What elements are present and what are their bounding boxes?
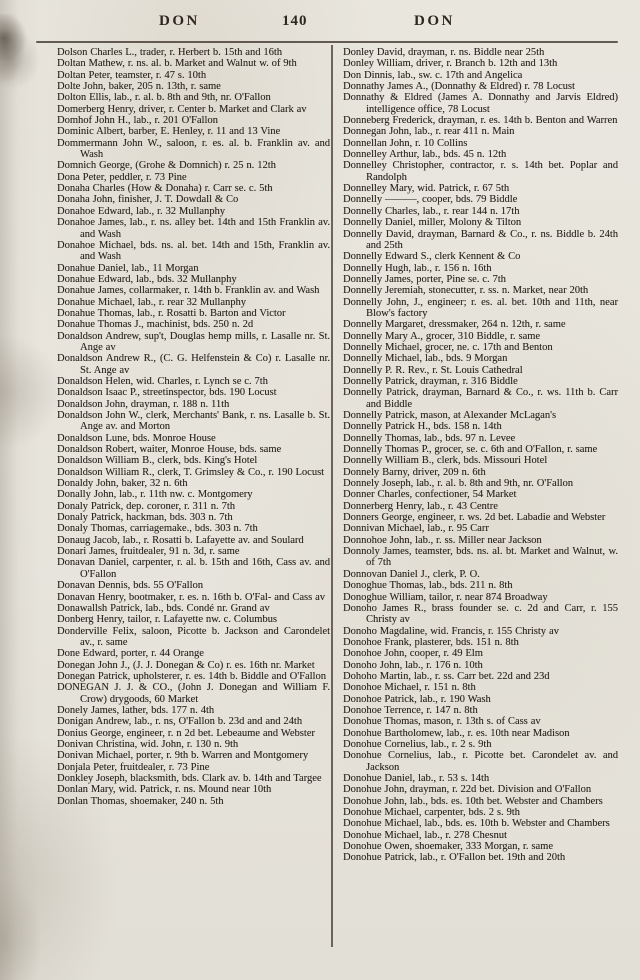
directory-entry: Donohue Michael, carpenter, bds. 2 s. 9th — [343, 807, 520, 819]
directory-entry: Donberg Henry, tailor, r. Lafayette nw. c. Columbus — [57, 614, 277, 626]
directory-entry: Dohoho Martin, lab., r. ss. Carr bet. 22d and 23d — [343, 670, 550, 682]
directory-entry: Donaly Thomas, carriagemake., bds. 303 n. 7th — [57, 523, 258, 535]
directory-entry: Donner Charles, confectioner, 54 Market — [343, 489, 517, 501]
directory-entry: Donnovan Daniel J., clerk, P. O. — [343, 568, 480, 580]
directory-entry: Donnely Barny, driver, 209 n. 6th — [343, 466, 486, 478]
directory-entry: Donnelly Patrick, drayman, r. 316 Biddle — [343, 375, 518, 387]
directory-entry: Donius George, engineer, r. n 2d bet. Lebeaume and Webster — [57, 727, 315, 739]
directory-entry: Donaldson William B., clerk, bds. King's Hotel — [57, 455, 258, 467]
directory-entry: Donlan Thomas, shoemaker, 240 n. 5th — [57, 795, 224, 807]
directory-entry: Donnely Joseph, lab., r. al. b. 8th and 9th, nr. O'Fallon — [343, 478, 574, 490]
directory-entry: Donnelly Patrick H., bds. 158 n. 14th — [343, 421, 502, 433]
directory-entry: Donley William, driver, r. Branch b. 12th and 13th — [343, 58, 558, 70]
directory-entry: Donnelly Michael, grocer, ne. c. 17th and Benton — [343, 341, 553, 353]
directory-entry: Donaug Jacob, lab., r. Rosatti b. Lafayette av. and Soulard — [57, 534, 304, 546]
left-column — [57, 47, 330, 807]
directory-entry: Donohoe Terrence, r. 147 n. 8th — [343, 704, 478, 716]
directory-entry: Donnelly ———, cooper, bds. 79 Biddle — [343, 194, 518, 206]
directory-entry: Donavan Daniel, carpenter, r. al. b. 15th and 16th, Cass av. and O'Fallon — [57, 557, 330, 580]
directory-entry: Donahoe Edward, lab., r. 32 Mullanphy — [57, 205, 226, 217]
directory-entry: Dommermann John W., saloon, r. es. al. b. Franklin av. and Wash — [57, 137, 330, 161]
directory-entry: Donnegan John, lab., r. rear 411 n. Main — [343, 126, 515, 138]
directory-entry: Donely James, lather, bds. 177 n. 4th — [57, 704, 215, 716]
directory-entry: Donnelly William B., clerk, bds. Missouri Hotel — [343, 455, 548, 467]
directory-entry: Donnelly Thomas P., grocer, se. c. 6th and O'Fallon, r. same — [343, 444, 598, 456]
directory-entry: Donnelley Christopher, contractor, r. s. 14th bet. Poplar and Randolph — [343, 160, 618, 183]
directory-entry: Donohue Bartholomew, lab., r. es. 10th near Madison — [343, 727, 570, 739]
directory-entry: Donari James, fruitdealer, 91 n. 3d, r. same — [57, 546, 240, 558]
directory-entry: Donneberg Frederick, drayman, r. es. 14th b. Benton and Warren — [343, 115, 618, 127]
directory-entry: Donegan John J., (J. J. Donegan & Co) r. es. 16th nr. Market — [57, 659, 315, 671]
directory-entry: Donnelly Edward S., clerk Kennent & Co — [343, 251, 521, 263]
directory-entry: Donnelly Jeremiah, stonecutter, r. ss. n. Market, near 20th — [343, 285, 589, 297]
directory-entry: Donnivan Michael, lab., r. 95 Carr — [343, 523, 489, 535]
directory-entry: Dolte John, baker, 205 n. 13th, r. same — [57, 81, 221, 93]
directory-entry: Donnelley Mary, wid. Patrick, r. 67 5th — [343, 183, 510, 195]
directory-entry: Donivan Christina, wid. John, r. 130 n. 9th — [57, 738, 239, 750]
directory-entry: Dominic Albert, barber, E. Henley, r. 11 and 13 Vine — [57, 126, 281, 138]
directory-entry: Donavan Dennis, bds. 55 O'Fallon — [57, 580, 203, 592]
directory-entry: Donners George, engineer, r. ws. 2d bet. Labadie and Webster — [343, 512, 606, 524]
directory-entry: Donohue Michael, lab., r. 278 Chesnut — [343, 829, 507, 841]
directory-entry: Donnathy & Eldred (James A. Donnathy and Jarvis Eldred) intelligence office, 78 Locust — [343, 92, 618, 115]
header-rule — [36, 41, 618, 43]
directory-entry: Domhof John H., lab., r. 201 O'Fallon — [57, 115, 218, 127]
directory-entry: Don Dinnis, lab., sw. c. 17th and Angelica — [343, 69, 523, 81]
directory-entry: Donnelly Michael, lab., bds. 9 Morgan — [343, 353, 508, 365]
directory-entry: Donahue Edward, lab., bds. 32 Mullanphy — [57, 273, 237, 285]
directory-entry: Dolton Ellis, lab., r. al. b. 8th and 9th, nr. O'Fallon — [57, 92, 271, 104]
page-number: 140 — [282, 13, 308, 29]
directory-entry: Donohue John, lab., bds. es. 10th bet. Webster and Chambers — [343, 795, 603, 807]
directory-entry: Donavan Henry, bootmaker, r. es. n. 16th b. O'Fal- and Cass av — [57, 591, 325, 603]
directory-entry: Donlan Mary, wid. Patrick, r. ns. Mound near 10th — [57, 784, 272, 796]
directory-entry: Donaly Patrick, hackman, bds. 303 n. 7th — [57, 512, 233, 524]
directory-entry: Dolson Charles L., trader, r. Herbert b. 15th and 16th — [57, 47, 283, 58]
directory-entry: Donnoly James, teamster, bds. ns. al. bt. Market and Walnut, w. of 7th — [343, 546, 618, 569]
directory-entry: Donley David, drayman, r. ns. Biddle near 25th — [343, 47, 545, 58]
directory-entry: Doltan Mathew, r. ns. al. b. Market and Walnut w. of 9th — [57, 58, 297, 70]
directory-entry: DONEGAN J. J. & CO., (John J. Donegan and William F. Crow) drygoods, 60 Market — [57, 682, 330, 705]
directory-entry: Donnelly Charles, lab., r. rear 144 n. 17th — [343, 205, 520, 217]
directory-entry: Donnelly James, porter, Pine se. c. 7th — [343, 273, 506, 285]
directory-entry: Dona Peter, peddler, r. 73 Pine — [57, 171, 187, 183]
directory-entry: Donahue Thomas J., machinist, bds. 250 n. 2d — [57, 319, 254, 331]
directory-entry: Donoghue Thomas, lab., bds. 211 n. 8th — [343, 580, 513, 592]
directory-entry: Donnerberg Henry, lab., r. 43 Centre — [343, 500, 498, 512]
directory-entry: Donkley Joseph, blacksmith, bds. Clark av. b. 14th and Targee — [57, 773, 322, 784]
directory-entry: Donigan Andrew, lab., r. ns, O'Fallon b. 23d and and 24th — [57, 716, 303, 728]
directory-entry: Donnathy James A., (Donnathy & Eldred) r. 78 Locust — [343, 81, 575, 93]
directory-entry: Donaly Patrick, dep. coroner, r. 311 n. 7th — [57, 500, 236, 512]
directory-entry: Donnelly Patrick, mason, at Alexander McLagan's — [343, 410, 557, 421]
directory-entry: Donnelly Patrick, drayman, Barnard & Co., r. ws. 11th b. Carr and Biddle — [343, 387, 618, 410]
directory-entry: Donoho John, lab., r. 176 n. 10th — [343, 659, 483, 671]
directory-entry: Donohue Michael, lab., bds. es. 10th b. Webster and Chambers — [343, 818, 610, 830]
directory-entry: Donahue Thomas, lab., r. Rosatti b. Barton and Victor — [57, 307, 286, 319]
directory-entry: Donnelly P. R. Rev., r. St. Louis Cathedral — [343, 364, 523, 376]
directory-entry: Donnohoe John, lab., r. ss. Miller near Jackson — [343, 534, 542, 546]
directory-entry: Donohue Cornelius, lab., r. Picotte bet. Carondelet av. and Jackson — [343, 750, 618, 773]
directory-entry: Donivan Michael, porter, r. 9th b. Warren and Montgomery — [57, 750, 309, 762]
directory-entry: Donaldy John, baker, 32 n. 6th — [57, 478, 188, 490]
directory-entry: Donohue John, drayman, r. 22d bet. Division and O'Fallon — [343, 784, 592, 796]
directory-entry: Donnelly Margaret, dressmaker, 264 n. 12th, r. same — [343, 319, 566, 331]
directory-entry: Donahue Daniel, lab., 11 Morgan — [57, 262, 199, 274]
directory-entry: Donnelly Mary A., grocer, 310 Biddle, r. same — [343, 330, 541, 342]
directory-entry: Donaldson Isaac P., streetinspector, bds. 190 Locust — [57, 387, 277, 399]
directory-entry: Donjala Peter, fruitdealer, r. 73 Pine — [57, 761, 210, 773]
directory-entry: Donnellan John, r. 10 Collins — [343, 137, 468, 149]
page-header — [0, 0, 640, 41]
directory-entry: Donoghue William, tailor, r. near 874 Broadway — [343, 591, 548, 603]
directory-entry: Donawallsh Patrick, lab., bds. Condé nr. Grand av — [57, 602, 270, 614]
directory-entry: Donohue Daniel, lab., r. 53 s. 14th — [343, 773, 490, 784]
directory-entry: Donohoe Frank, plasterer, bds. 151 n. 8th — [343, 636, 519, 648]
directory-entry: Donahue Michael, lab., r. rear 32 Mullanphy — [57, 296, 246, 308]
directory-entry: Doltan Peter, teamster, r. 47 s. 10th — [57, 69, 207, 81]
directory-entry: Donnelly Hugh, lab., r. 156 n. 16th — [343, 262, 492, 274]
directory-entry: Donohue Cornelius, lab., r. 2 s. 9th — [343, 738, 492, 750]
directory-entry: Donally John, lab., r. 11th nw. c. Montgomery — [57, 489, 253, 501]
directory-entry: Donnelly Thomas, lab., bds. 97 n. Levee — [343, 432, 516, 444]
directory-entry: Donegan Patrick, upholsterer, r. es. 14th b. Biddle and O'Fallon — [57, 670, 326, 682]
directory-entry: Donoho James R., brass founder se. c. 2d and Carr, r. 155 Christy av — [343, 602, 618, 626]
directory-entry: Donohoe Patrick, lab., r. 190 Wash — [343, 693, 491, 705]
scan-stain — [0, 880, 40, 980]
directory-entry: Donaldson Helen, wid. Charles, r. Lynch se c. 7th — [57, 375, 268, 387]
directory-entry: Donaha John, finisher, J. T. Dowdall & Co — [57, 194, 239, 206]
directory-entry: Donaldson John, drayman, r. 188 n. 11th — [57, 398, 230, 410]
directory-entry: Domerberg Henry, driver, r. Center b. Market and Clark av — [57, 103, 307, 115]
directory-entry: Donnelly David, drayman, Barnard & Co., r. ns. Biddle b. 24th and 25th — [343, 228, 618, 251]
directory-entry: Donohue Thomas, mason, r. 13th s. of Cass av — [343, 716, 541, 728]
directory-entry: Donohue Patrick, lab., r. O'Fallon bet. 19th and 20th — [343, 852, 566, 864]
directory-entry: Donaldson William R., clerk, T. Grimsley & Co., r. 190 Locust — [57, 466, 325, 478]
directory-entry: Donnelley Arthur, lab., bds. 45 n. 12th — [343, 149, 507, 161]
directory-entry: Donahoe James, lab., r. ns. alley bet. 14th and 15th Franklin av. and Wash — [57, 217, 330, 240]
directory-entry: Donohoe John, cooper, r. 49 Elm — [343, 648, 483, 660]
directory-entry: Donaldson Andrew, sup't, Douglas hemp mills, r. Lasalle nr. St. Ange av — [57, 330, 330, 353]
directory-entry: Donohoe Michael, r. 151 n. 8th — [343, 682, 476, 694]
directory-entry: Done Edward, porter, r. 44 Orange — [57, 648, 204, 660]
running-head-right: DON — [414, 13, 455, 29]
column-divider — [331, 45, 333, 947]
running-head-left: DON — [159, 13, 200, 29]
directory-entry: Donoho Magdaline, wid. Francis, r. 155 Christy av — [343, 625, 559, 637]
directory-entry: Donnelly John, J., engineer; r. es. al. bet. 10th and 11th, near Blow's factory — [343, 296, 618, 319]
directory-entry: Donnelly Daniel, miller, Molony & Tilton — [343, 217, 522, 229]
directory-entry: Donderville Felix, saloon, Picotte b. Jackson and Carondelet av., r. same — [57, 625, 330, 648]
directory-entry: Donaldson Robert, waiter, Monroe House, bds. same — [57, 444, 282, 456]
directory-entry: Domnich George, (Grohe & Domnich) r. 25 n. 12th — [57, 160, 276, 172]
directory-entry: Donaldson John W., clerk, Merchants' Bank, r. ns. Lasalle b. St. Ange av. and Morton — [57, 410, 330, 433]
directory-entry: Donahue James, collarmaker, r. 14th b. Franklin av. and Wash — [57, 285, 320, 297]
directory-entry: Donaldson Andrew R., (C. G. Helfenstein & Co) r. Lasalle nr. St. Ange av — [57, 353, 330, 376]
directory-entry: Donaha Charles (How & Donaha) r. Carr se. c. 5th — [57, 183, 273, 195]
directory-entry: Donohue Owen, shoemaker, 333 Morgan, r. same — [343, 841, 553, 853]
directory-entry: Donaldson Lune, bds. Monroe House — [57, 432, 216, 444]
right-column — [343, 47, 618, 864]
directory-entry: Donahoe Michael, bds. ns. al. bet. 14th and 15th, Franklin av. and Wash — [57, 239, 330, 263]
